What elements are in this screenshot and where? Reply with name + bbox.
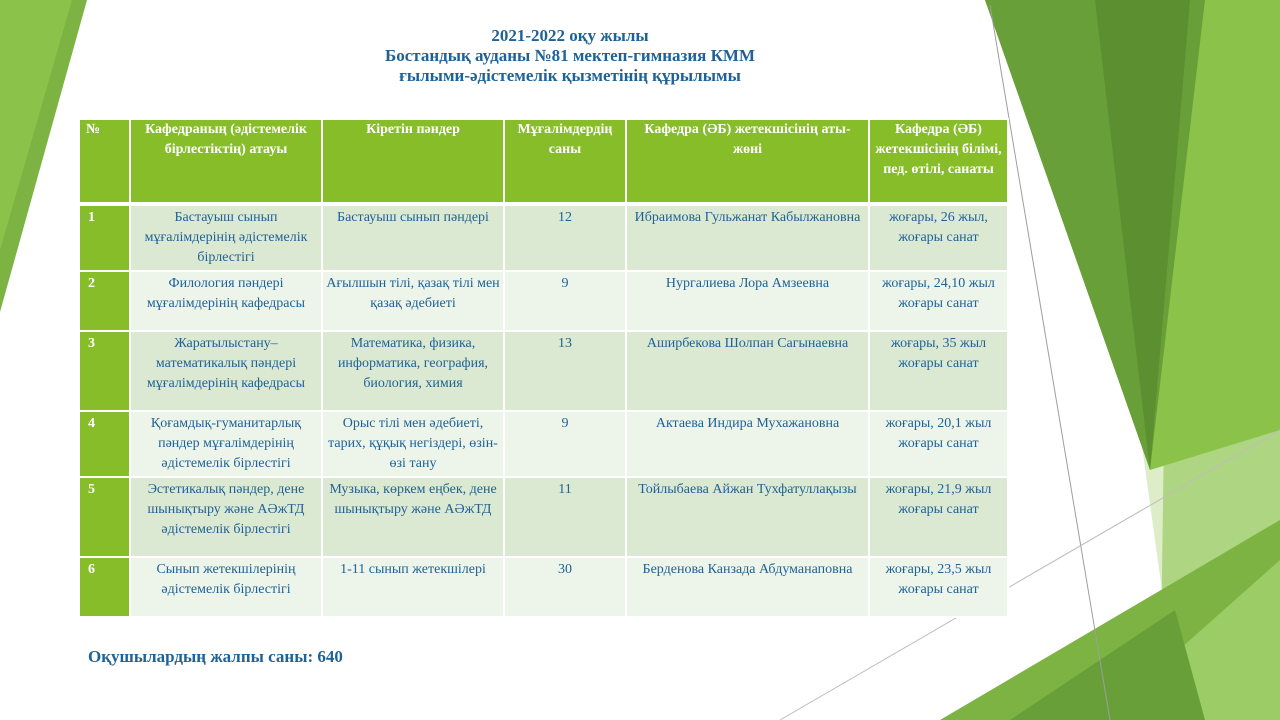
row-teacher-count: 11 xyxy=(504,477,626,557)
slide-title xyxy=(240,26,900,86)
header-teacher-count: Мұғалімдердің саны xyxy=(504,119,626,204)
row-head-info: жоғары, 26 жыл, жоғары санат xyxy=(869,204,1008,271)
row-subjects: 1-11 сынып жетекшілері xyxy=(322,557,504,617)
row-subjects: Орыс тілі мен әдебиеті, тарих, құқық негіздері, өзін-өзі тану xyxy=(322,411,504,477)
row-department-name: Эстетикалық пәндер, дене шынықтыру және АӘжТД әдістемелік бірлестігі xyxy=(130,477,322,557)
row-department-name: Филология пәндері мұғалімдерінің кафедрасы xyxy=(130,271,322,331)
row-subjects: Музыка, көркем еңбек, дене шынықтыру және АӘжТД xyxy=(322,477,504,557)
row-head-info: жоғары, 23,5 жыл жоғары санат xyxy=(869,557,1008,617)
total-students: Оқушылардың жалпы саны: 640 xyxy=(88,647,343,666)
row-teacher-count: 30 xyxy=(504,557,626,617)
row-head-name: Актаева Индира Мухажановна xyxy=(626,411,869,477)
table-header-row xyxy=(79,119,1008,204)
header-department-name: Кафедраның (әдістемелік бірлестіктің) атауы xyxy=(130,119,322,204)
table-row xyxy=(79,331,1008,411)
row-department-name: Сынып жетекшілерінің әдістемелік бірлестігі xyxy=(130,557,322,617)
table-row xyxy=(79,411,1008,477)
title-line-1: 2021-2022 оқу жылы xyxy=(491,26,649,45)
row-number: 2 xyxy=(79,271,130,331)
row-department-name: Бастауыш сынып мұғалімдерінің әдістемелік бірлестігі xyxy=(130,204,322,271)
title-line-2: Бостандық ауданы №81 мектеп-гимназия КММ xyxy=(384,46,756,65)
row-subjects: Ағылшын тілі, қазақ тілі мен қазақ әдебиеті xyxy=(322,271,504,331)
row-subjects: Математика, физика, информатика, география, биология, химия xyxy=(322,331,504,411)
row-head-info: жоғары, 20,1 жыл жоғары санат xyxy=(869,411,1008,477)
table-row xyxy=(79,557,1008,617)
row-number: 1 xyxy=(79,204,130,271)
row-head-info: жоғары, 24,10 жыл жоғары санат xyxy=(869,271,1008,331)
table-row xyxy=(79,477,1008,557)
structure-table xyxy=(78,118,1009,618)
row-head-info: жоғары, 35 жыл жоғары санат xyxy=(869,331,1008,411)
row-head-name: Аширбекова Шолпан Сагынаевна xyxy=(626,331,869,411)
title-line-3: ғылыми-әдістемелік қызметінің құрылымы xyxy=(399,66,741,85)
row-head-name: Ибраимова Гульжанат Кабылжановна xyxy=(626,204,869,271)
header-head-info: Кафедра (ӘБ) жетекшісінің білімі, пед. өтілі, санаты xyxy=(869,119,1008,204)
row-number: 6 xyxy=(79,557,130,617)
row-head-name: Нургалиева Лора Амзеевна xyxy=(626,271,869,331)
row-head-name: Берденова Канзада Абдуманаповна xyxy=(626,557,869,617)
row-teacher-count: 9 xyxy=(504,271,626,331)
row-teacher-count: 13 xyxy=(504,331,626,411)
table-row xyxy=(79,271,1008,331)
row-teacher-count: 12 xyxy=(504,204,626,271)
row-department-name: Жаратылыстану–математикалық пәндері мұғалімдерінің кафедрасы xyxy=(130,331,322,411)
row-number: 5 xyxy=(79,477,130,557)
row-number: 3 xyxy=(79,331,130,411)
row-department-name: Қоғамдық-гуманитарлық пәндер мұғалімдерінің әдістемелік бірлестігі xyxy=(130,411,322,477)
header-number: № xyxy=(79,119,130,204)
row-subjects: Бастауыш сынып пәндері xyxy=(322,204,504,271)
row-teacher-count: 9 xyxy=(504,411,626,477)
header-head-name: Кафедра (ӘБ) жетекшісінің аты-жөні xyxy=(626,119,869,204)
header-subjects: Кіретін пәндер xyxy=(322,119,504,204)
row-head-name: Тойлыбаева Айжан Тухфатуллақызы xyxy=(626,477,869,557)
row-number: 4 xyxy=(79,411,130,477)
row-head-info: жоғары, 21,9 жыл жоғары санат xyxy=(869,477,1008,557)
table-row xyxy=(79,204,1008,271)
